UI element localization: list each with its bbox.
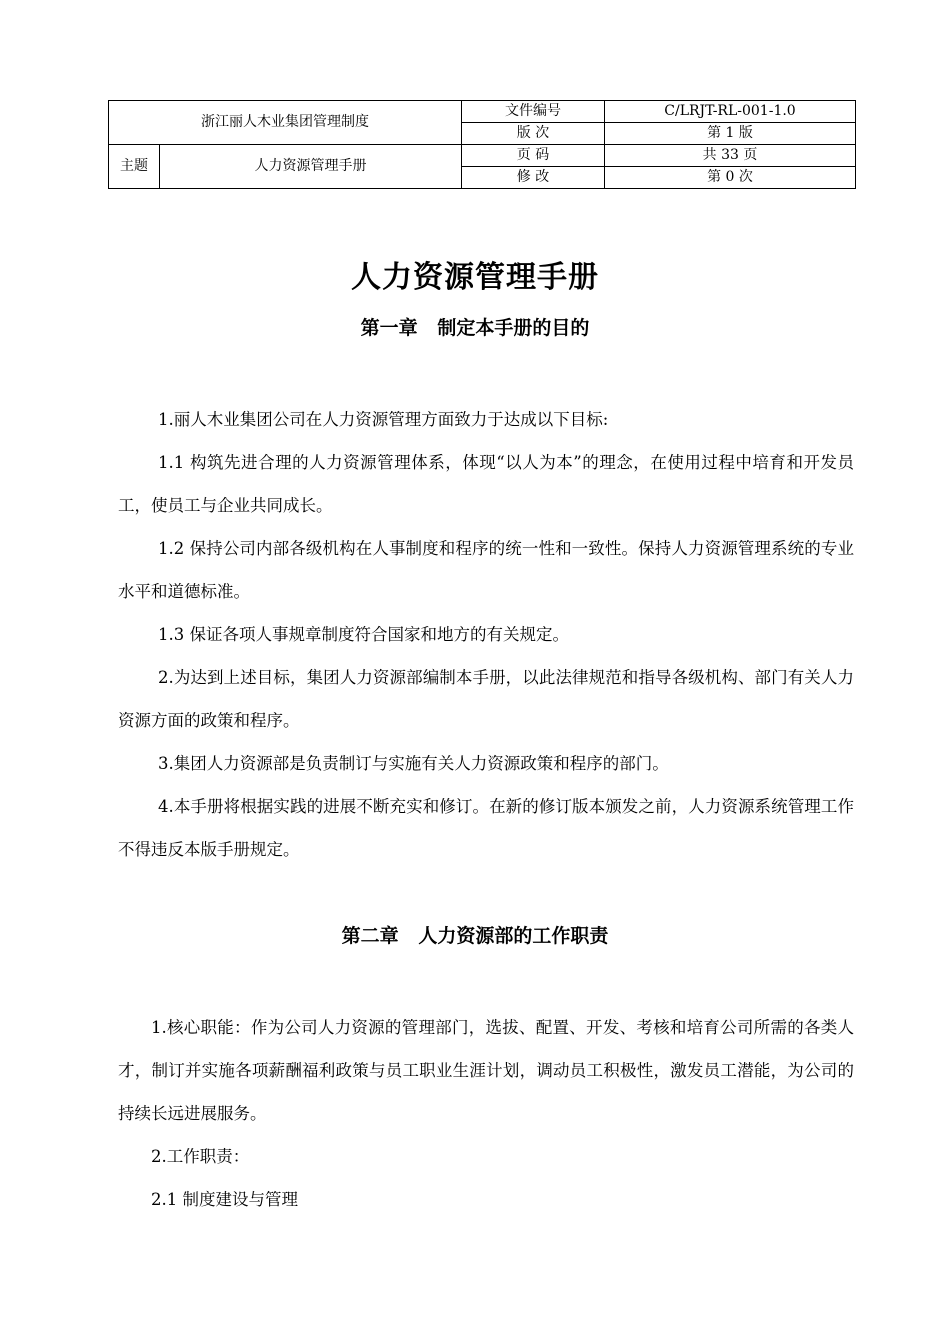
revision-value: 第 0 次: [605, 167, 856, 189]
chapter-1-heading: 第一章 制定本手册的目的: [360, 317, 590, 339]
chapter-1-paragraph: 1.3 保证各项人事规章制度符合国家和地方的有关规定。: [158, 625, 569, 644]
topic-label: 主题: [109, 145, 160, 189]
doc-number-label: 文件编号: [462, 101, 605, 123]
page-count-label: 页 码: [462, 145, 605, 167]
chapter-1-paragraph: 4.本手册将根据实践的进展不断充实和修订。在新的修订版本颁发之前，人力资源系统管理工作不得违反本版手册规定。: [118, 797, 854, 859]
company-rule-cell: 浙江丽人木业集团管理制度: [109, 101, 462, 145]
chapter-1-paragraph: 3.集团人力资源部是负责制订与实施有关人力资源政策和程序的部门。: [158, 754, 669, 773]
document-header-table: [108, 100, 856, 189]
chapter-2-heading: 第二章 人力资源部的工作职责: [341, 925, 609, 947]
page-count-value: 共 33 页: [605, 145, 856, 167]
topic-value: 人力资源管理手册: [160, 145, 462, 189]
document-title: 人力资源管理手册: [351, 260, 599, 295]
chapter-1-paragraph: 1.丽人木业集团公司在人力资源管理方面致力于达成以下目标:: [158, 410, 609, 429]
chapter-1-paragraph: 1.1 构筑先进合理的人力资源管理体系，体现“以人为本”的理念，在使用过程中培育和开发员工，使员工与企业共同成长。: [118, 453, 854, 515]
chapter-1-paragraph: 1.2 保持公司内部各级机构在人事制度和程序的统一性和一致性。保持人力资源管理系统的专业水平和道德标准。: [118, 539, 854, 601]
edition-value: 第 1 版: [605, 123, 856, 145]
revision-label: 修 改: [462, 167, 605, 189]
edition-label: 版 次: [462, 123, 605, 145]
doc-number-value: C/LRJT-RL-001-1.0: [605, 101, 856, 123]
chapter-2-paragraph: 1.核心职能：作为公司人力资源的管理部门，选拔、配置、开发、考核和培育公司所需的各类人才，制订并实施各项薪酬福利政策与员工职业生涯计划，调动员工积极性，激发员工潜能，为公司的持续长远进展服务。: [118, 1018, 854, 1123]
chapter-1-paragraph: 2.为达到上述目标，集团人力资源部编制本手册，以此法律规范和指导各级机构、部门有关人力资源方面的政策和程序。: [118, 668, 854, 730]
chapter-2-paragraph: 2.工作职责：: [151, 1147, 250, 1166]
chapter-2-paragraph: 2.1 制度建设与管理: [151, 1190, 298, 1209]
